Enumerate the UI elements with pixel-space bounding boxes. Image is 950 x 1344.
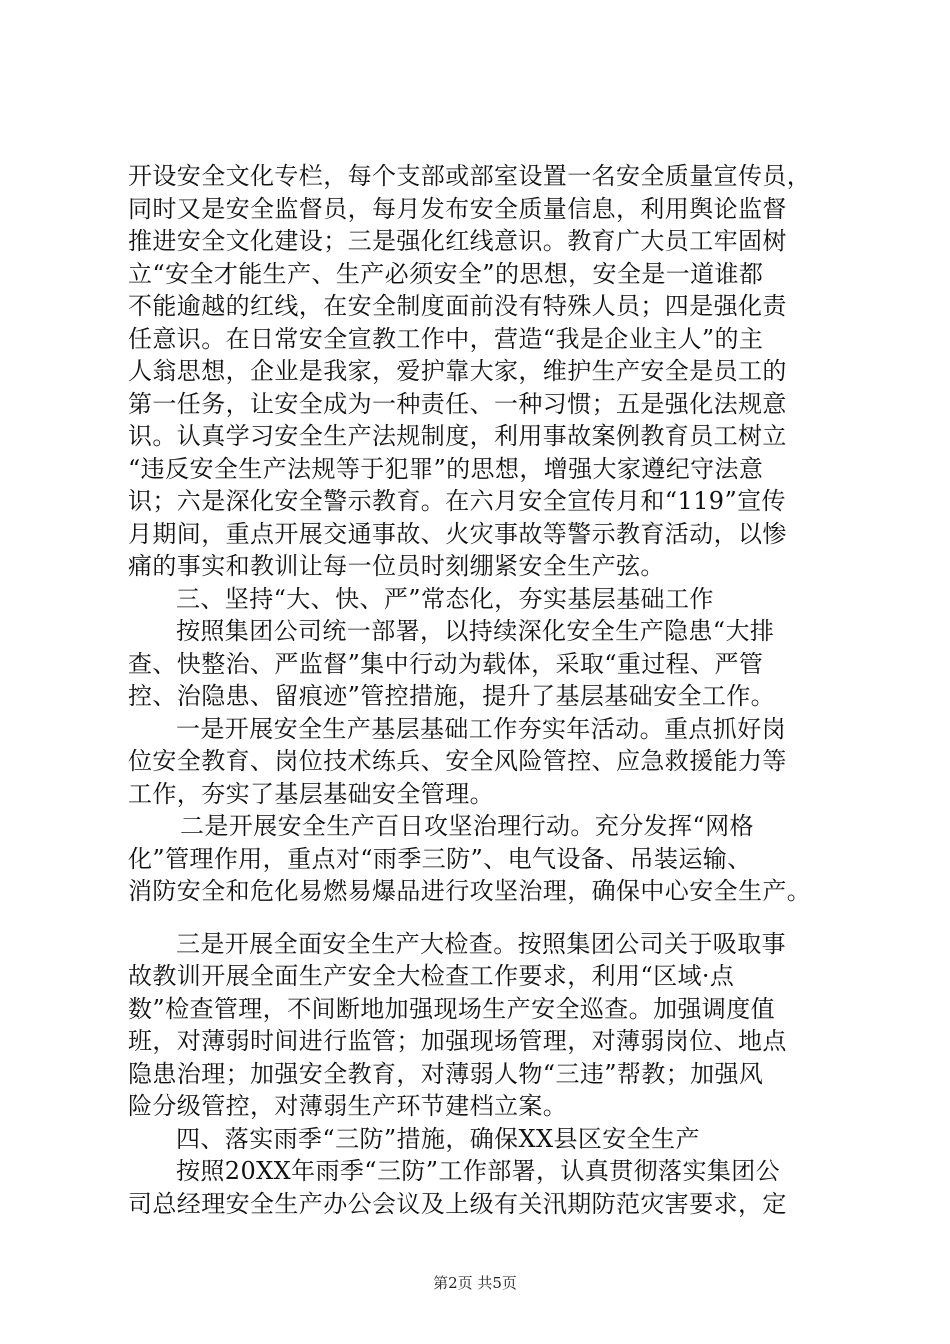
text-line: 控、治隐患、留痕迹”管控措施，提升了基层基础安全工作。 <box>128 682 776 710</box>
text-line: 痛的事实和教训让每一位员时刻绷紧安全生产弦。 <box>128 552 665 580</box>
text-line: 不能逾越的红线，在安全制度面前没有特殊人员；四是强化责 <box>128 292 787 320</box>
paragraph-start: 按照20XX年雨季“三防”工作部署，认真贯彻落实集团公 <box>176 1157 781 1185</box>
text-line: 班，对薄弱时间进行监管；加强现场管理，对薄弱岗位、地点 <box>128 1027 787 1055</box>
text-line: 识；六是深化安全警示教育。在六月安全宣传月和“119”宣传 <box>128 487 786 515</box>
text-line: 任意识。在日常安全宣教工作中，营造“我是企业主人”的主 <box>128 324 764 353</box>
paragraph-start: 按照集团公司统一部署，以持续深化安全生产隐患“大排 <box>176 617 775 645</box>
page-number: 第2页 共5页 <box>433 1274 517 1292</box>
text-line: 识。认真学习安全生产法规制度，利用事故案例教育员工树立 <box>128 422 787 450</box>
text-line: “违反安全生产法规等于犯罪”的思想，增强大家遵纪守法意 <box>128 454 764 483</box>
section-heading: 四、落实雨季“三防”措施，确保XX县区安全生产 <box>176 1124 700 1153</box>
text-line: 第一任务，让安全成为一种责任、一种习惯；五是强化法规意 <box>128 389 787 418</box>
text-line: 险分级管控，对薄弱生产环节建档立案。 <box>128 1092 568 1120</box>
document-body <box>128 160 828 1220</box>
text-line: 立“安全才能生产、生产必须安全”的思想，安全是一道谁都 <box>128 259 764 288</box>
text-line: 数”检查管理，不间断地加强现场生产安全巡查。加强调度值 <box>128 994 776 1023</box>
text-line: 化”管理作用，重点对“雨季三防”、电气设备、吊装运输、 <box>128 844 752 873</box>
text-line: 消防安全和危化易燃易爆品进行攻坚治理，确保中心安全生产。 <box>128 877 812 905</box>
text-line: 开设安全文化专栏，每个支部或部室设置一名安全质量宣传员， <box>128 162 812 190</box>
text-line: 月期间，重点开展交通事故、火灾事故等警示教育活动，以惨 <box>128 519 787 548</box>
text-line: 同时又是安全监督员，每月发布安全质量信息，利用舆论监督 <box>128 194 787 223</box>
text-line: 查、快整治、严监督”集中行动为载体，采取“重过程、严管 <box>128 649 764 678</box>
text-line: 隐患治理；加强安全教育，对薄弱人物“三违”帮教；加强风 <box>128 1059 764 1088</box>
paragraph-gap <box>128 908 828 928</box>
text-line: 位安全教育、岗位技术练兵、安全风险管控、应急救援能力等 <box>128 747 787 775</box>
paragraph-start: 三是开展全面安全生产大检查。按照集团公司关于吸取事 <box>176 929 786 958</box>
paragraph-start: 二是开展安全生产百日攻坚治理行动。充分发挥“网格 <box>180 812 754 840</box>
section-heading: 三、坚持“大、快、严”常态化，夯实基层基础工作 <box>176 584 714 613</box>
text-line: 工作，夯实了基层基础安全管理。 <box>128 779 494 808</box>
text-line: 推进安全文化建设；三是强化红线意识。教育广大员工牢固树 <box>128 227 787 255</box>
text-line: 司总经理安全生产办公会议及上级有关汛期防范灾害要求，定 <box>128 1189 787 1218</box>
text-line: 故教训开展全面生产安全大检查工作要求，利用“区域·点 <box>128 962 735 990</box>
paragraph-start: 一是开展安全生产基层基础工作夯实年活动。重点抓好岗 <box>176 714 786 743</box>
text-line: 人翁思想，企业是我家，爱护靠大家，维护生产安全是员工的 <box>128 357 787 385</box>
